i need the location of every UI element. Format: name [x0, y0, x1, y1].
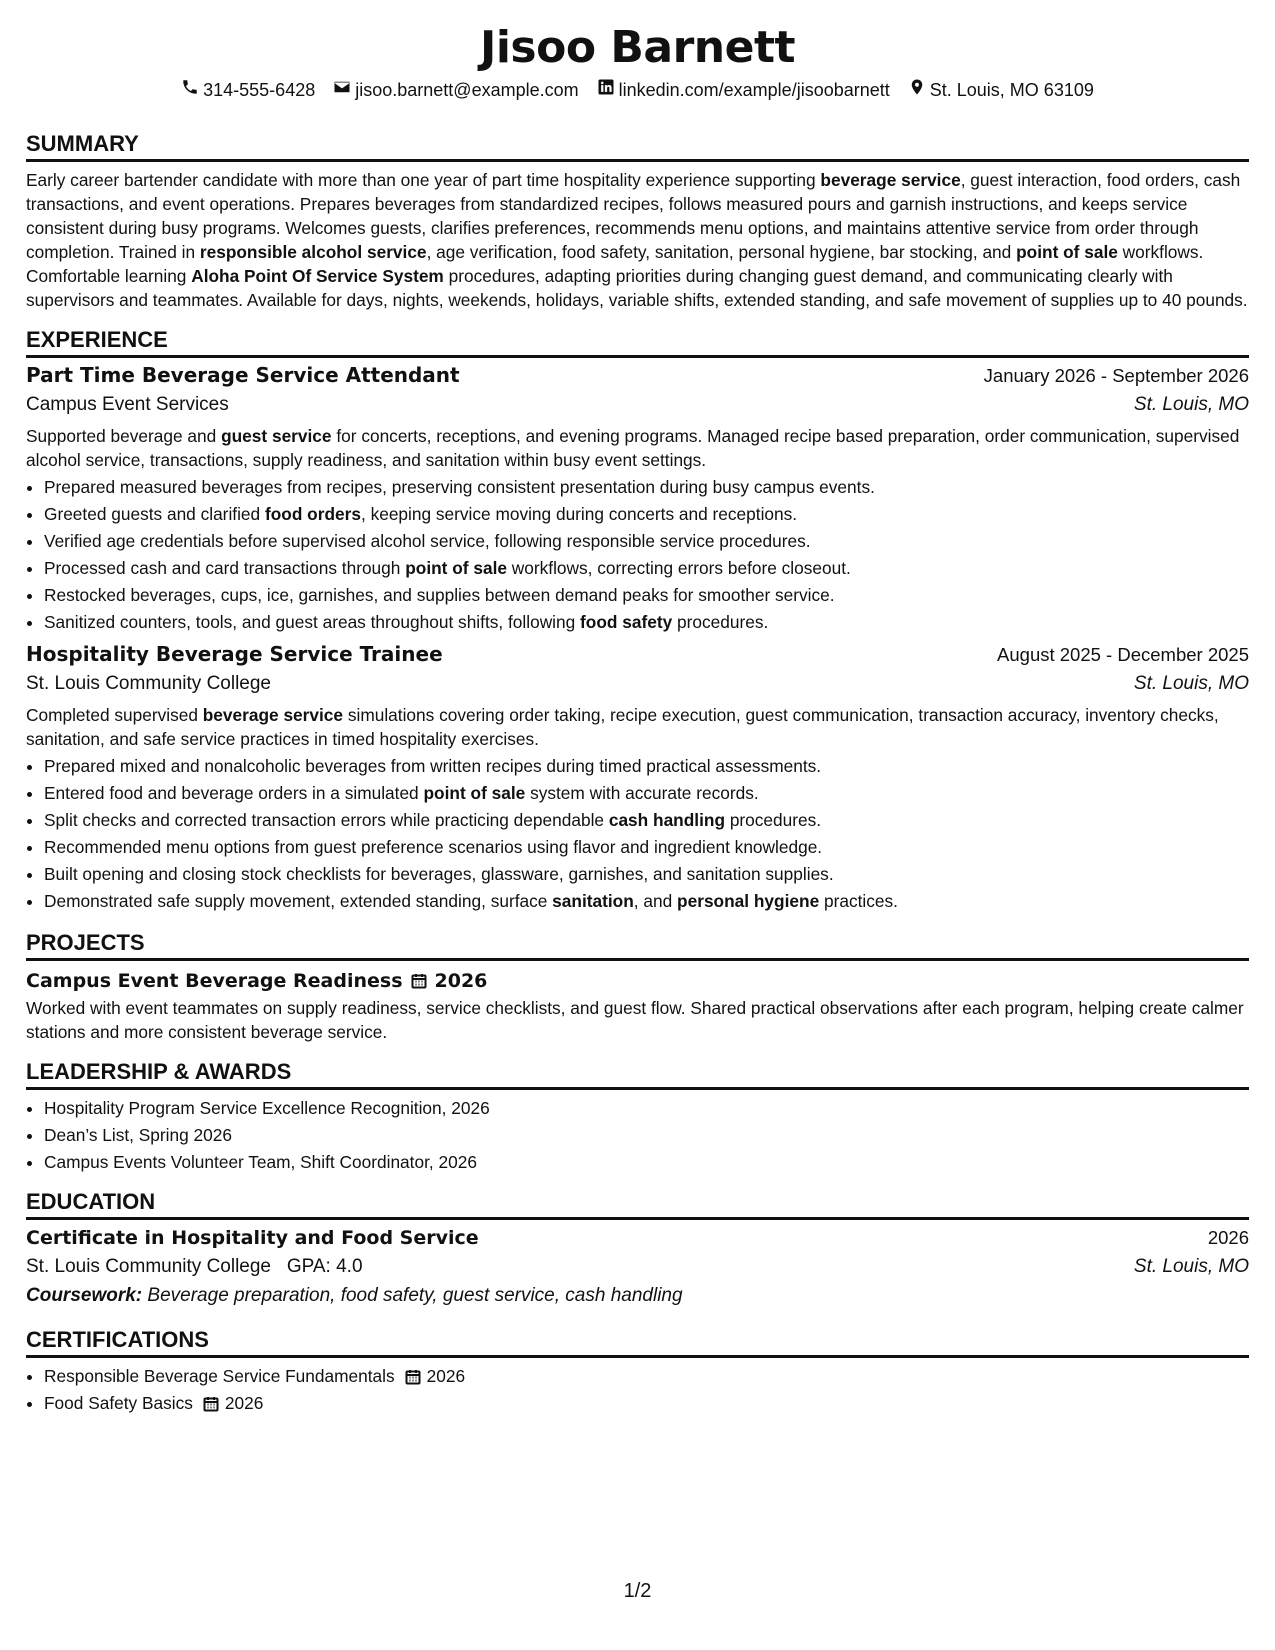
- section-title: EXPERIENCE: [26, 326, 1249, 358]
- list-item: [44, 1363, 1249, 1390]
- linkedin-text[interactable]: linkedin.com/example/jisoobarnett: [618, 80, 890, 100]
- certification-year: 2026: [426, 1366, 466, 1386]
- text-run: , keeping service moving during concerts and receptions.: [360, 504, 798, 524]
- job-entry: [26, 361, 1249, 636]
- job-entry: [26, 640, 1249, 915]
- bullet-item: [44, 609, 1249, 636]
- keyword-highlight: food safety: [580, 612, 673, 632]
- list-item: • Dean’s List, Spring 2026: [44, 1122, 1249, 1149]
- text-run: Sanitized counters, tools, and guest areas throughout shifts, following: [44, 612, 581, 632]
- certifications-section: [26, 1326, 1249, 1417]
- linkedin-icon: [597, 78, 615, 102]
- text-run: Restocked beverages, cups, ice, garnishes, and supplies between demand peaks for smoother service.: [44, 585, 835, 605]
- keyword-highlight: sanitation: [552, 891, 634, 911]
- project-description: Worked with event teammates on supply readiness, service checklists, and guest flow. Shared practical observations after each program, helping create calmer stations and more consistent beverage service.: [26, 998, 1244, 1042]
- bullet-item: [44, 501, 1249, 528]
- page-number: 1/2: [623, 1580, 652, 1602]
- keyword-highlight: guest service: [221, 426, 332, 446]
- leadership-list: [26, 1095, 1249, 1176]
- keyword-highlight: point of sale: [1016, 242, 1118, 262]
- bullet-item: [44, 861, 1249, 888]
- text-run: simulations covering order taking, recipe execution, guest communication, transaction accuracy, inventory checks, sanitation, and safe service practices in timed hospitality exercises.: [26, 705, 1219, 749]
- keyword-highlight: food orders: [264, 504, 361, 524]
- job-bullets: [26, 753, 1249, 915]
- phone-text: 314-555-6428: [203, 80, 316, 100]
- job-title: Part Time Beverage Service Attendant: [26, 363, 460, 387]
- certification-name: • Food Safety Basics: [44, 1393, 193, 1413]
- keyword-highlight: beverage service: [202, 705, 344, 725]
- text-run: , age verification, food safety, sanitation, personal hygiene, bar stocking, and: [426, 242, 1017, 262]
- text-run: practices.: [819, 891, 898, 911]
- text-run: procedures.: [672, 612, 769, 632]
- text-run: procedures, adapting priorities during changing guest demand, and communicating clearly with supervisors and teammates. Available for days, nights, weekends, holidays, variable shifts, extended standing, and safe movement of supplies up to 40 pounds.: [26, 266, 1248, 310]
- list-item: • Campus Events Volunteer Team, Shift Coordinator, 2026: [44, 1149, 1249, 1176]
- summary-text: [26, 168, 1249, 312]
- job-dates: January 2026 - September 2026: [983, 365, 1249, 386]
- list-item: • Hospitality Program Service Excellence Recognition, 2026: [44, 1095, 1249, 1122]
- text-run: Split checks and corrected transaction errors while practicing dependable: [44, 810, 609, 830]
- certification-year: 2026: [224, 1393, 264, 1413]
- summary-section: [26, 130, 1249, 312]
- calendar-icon: [405, 1369, 421, 1385]
- text-run: system with accurate records.: [525, 783, 759, 803]
- text-run: Greeted guests and clarified: [44, 504, 265, 524]
- gpa: GPA: 4.0: [286, 1256, 363, 1277]
- certifications-list: [26, 1363, 1249, 1417]
- projects-section: [26, 929, 1249, 1044]
- keyword-highlight: beverage service: [820, 170, 961, 190]
- job-intro: [26, 703, 1249, 751]
- school-name: St. Louis Community College: [26, 1256, 271, 1277]
- bullet-item: [44, 474, 1249, 501]
- text-run: workflows. Comfortable learning: [26, 242, 1204, 286]
- text-run: for concerts, receptions, and evening programs. Managed recipe based preparation, order communication, supervised alcohol service, transactions, supply readiness, and sanitation within busy event settings.: [26, 426, 1240, 470]
- job-location: St. Louis, MO: [1133, 673, 1249, 694]
- text-run: Recommended menu options from guest preference scenarios using flavor and ingredient knowledge.: [44, 837, 823, 857]
- project-year: 2026: [434, 970, 488, 992]
- text-run: Processed cash and card transactions through: [44, 558, 406, 578]
- keyword-highlight: personal hygiene: [677, 891, 820, 911]
- text-run: , guest interaction, food orders, cash transactions, and event operations. Prepares beverages from standardized recipes, follows measured pours and garnish instructions, and keeps service consistent during busy programs. Welcomes guests, clarifies preferences, recommends menu options, and maintains attentive service from order through completion. Trained in: [26, 170, 1241, 262]
- calendar-icon: [203, 1396, 219, 1412]
- job-organization: St. Louis Community College: [26, 673, 271, 694]
- text-run: procedures.: [725, 810, 822, 830]
- contact-bar: [26, 78, 1249, 102]
- certification-name: • Responsible Beverage Service Fundamentals: [44, 1366, 395, 1386]
- keyword-highlight: cash handling: [608, 810, 726, 830]
- bullet-item: [44, 753, 1249, 780]
- text-run: Verified age credentials before supervised alcohol service, following responsible service procedures.: [44, 531, 811, 551]
- text-run: Prepared mixed and nonalcoholic beverages from written recipes during timed practical assessments.: [44, 756, 822, 776]
- candidate-name: Jisoo Barnett: [479, 22, 796, 73]
- bullet-item: [44, 528, 1249, 555]
- calendar-icon: [411, 973, 427, 989]
- bullet-item: [44, 834, 1249, 861]
- job-bullets: [26, 474, 1249, 636]
- text-run: Entered food and beverage orders in a simulated: [44, 783, 424, 803]
- project-header: [26, 968, 1249, 994]
- text-run: workflows, correcting errors before closeout.: [506, 558, 851, 578]
- text-run: Supported beverage and: [26, 426, 222, 446]
- leadership-section: [26, 1058, 1249, 1176]
- job-title: Hospitality Beverage Service Trainee: [26, 642, 443, 666]
- contact-location: [908, 78, 1094, 102]
- text-run: Completed supervised: [26, 705, 203, 725]
- section-title: CERTIFICATIONS: [26, 1326, 1249, 1358]
- contact-email[interactable]: [333, 78, 578, 102]
- coursework-text: Beverage preparation, food safety, guest service, cash handling: [147, 1285, 683, 1306]
- job-dates: August 2025 - December 2025: [997, 644, 1249, 665]
- bullet-item: [44, 888, 1249, 915]
- text-run: Demonstrated safe supply movement, extended standing, surface: [44, 891, 553, 911]
- bullet-item: [44, 780, 1249, 807]
- text-run: Prepared measured beverages from recipes, preserving consistent presentation during busy campus events.: [44, 477, 875, 497]
- bullet-item: [44, 555, 1249, 582]
- job-organization: Campus Event Services: [26, 394, 229, 415]
- keyword-highlight: point of sale: [423, 783, 526, 803]
- location-text: St. Louis, MO 63109: [929, 80, 1094, 100]
- project-name: Campus Event Beverage Readiness: [26, 970, 403, 992]
- section-title: PROJECTS: [26, 929, 1249, 961]
- coursework: [26, 1282, 1249, 1310]
- section-title: EDUCATION: [26, 1188, 1249, 1220]
- email-text[interactable]: jisoo.barnett@example.com: [355, 80, 579, 100]
- text-run: , and: [633, 891, 678, 911]
- map-pin-icon: [908, 78, 926, 102]
- section-title: LEADERSHIP & AWARDS: [26, 1058, 1249, 1090]
- contact-phone: [181, 78, 315, 102]
- envelope-icon: [333, 78, 351, 102]
- keyword-highlight: responsible alcohol service: [199, 242, 427, 262]
- keyword-highlight: point of sale: [405, 558, 507, 578]
- contact-linkedin[interactable]: [597, 78, 890, 102]
- coursework-label: Coursework:: [26, 1285, 143, 1306]
- section-title: SUMMARY: [26, 130, 1249, 162]
- degree-title: Certificate in Hospitality and Food Service: [26, 1227, 479, 1249]
- list-item: [44, 1390, 1249, 1417]
- job-location: St. Louis, MO: [1133, 394, 1249, 415]
- bullet-item: [44, 807, 1249, 834]
- bullet-item: [44, 582, 1249, 609]
- school-location: St. Louis, MO: [1133, 1256, 1249, 1277]
- text-run: Early career bartender candidate with more than one year of part time hospitality experience supporting: [26, 170, 821, 190]
- text-run: Built opening and closing stock checklists for beverages, glassware, garnishes, and sanitation supplies.: [44, 864, 834, 884]
- keyword-highlight: Aloha Point Of Service System: [191, 266, 444, 286]
- degree-year: 2026: [1207, 1227, 1249, 1248]
- education-section: [26, 1188, 1249, 1310]
- experience-section: [26, 326, 1249, 915]
- phone-icon: [181, 78, 199, 102]
- job-intro: [26, 424, 1249, 472]
